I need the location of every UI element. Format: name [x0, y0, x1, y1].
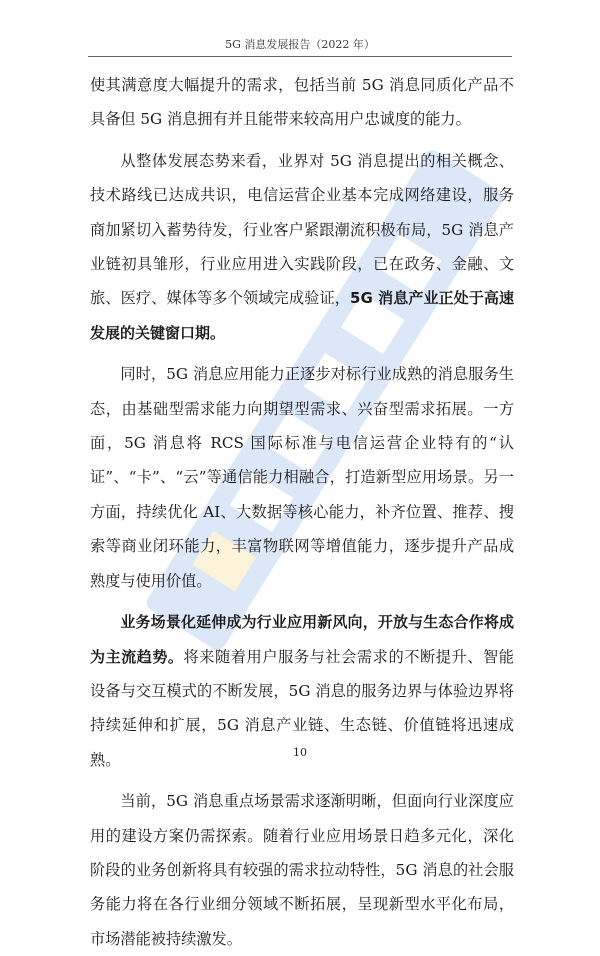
paragraph-text: 从整体发展态势来看，业界对 5G 消息提出的相关概念、技术路线已达成共识，电信运营企业基本完成网络建设，服务商加紧切入蓄势待发，行业客户紧跟潮流积极布局，5G 消息产业链初具雏形，行业应用进入实践阶段，已在政务、金融、文旅、医疗、媒体等多个领域完成验证， — [90, 151, 514, 308]
body-text — [90, 68, 514, 956]
emphasis-text: 业务场景化延伸成为行业应用新风向，开放与生态合作将成为主流趋势。 — [90, 613, 514, 666]
paragraph — [90, 68, 514, 137]
paragraph — [90, 784, 514, 956]
paragraph-text: 同时，5G 消息应用能力正逐步对标行业成熟的消息服务生态，由基础型需求能力向期望型需求、兴奋型需求拓展。一方面，5G 消息将 RCS 国际标准与电信运营企业特有的“认证”、“卡”、“云”等通信能力相融合，打造新型应用场景。另一方面，持续优化 AI、大数据等核心能力，补齐位置、推荐、搜索等商业闭环能力，丰富物联网等增值能力，逐步提升产品成熟度与使用价值。 — [90, 365, 514, 590]
paragraph-text: 当前，5G 消息重点场景需求逐渐明晰，但面向行业深度应用的建设方案仍需探索。随着行业应用场景日趋多元化，深化阶段的业务创新将具有较强的需求拉动特性，5G 消息的社会服务能力将在各行业细分领域不断拓展，呈现新型水平化布局，市场潜能被持续激发。 — [90, 792, 514, 948]
emphasis-text: 5G 消息产业正处于高速发展的关键窗口期。 — [90, 289, 514, 342]
running-header: 5G 消息发展报告（2022 年） — [225, 38, 375, 51]
paragraph — [90, 357, 514, 598]
paragraph-text: 将来随着用户服务与社会需求的不断提升、智能设备与交互模式的不断发展，5G 消息的服务边界与体验边界将持续延伸和扩展，5G 消息产业链、生态链、价值链将迅速成熟。 — [90, 647, 514, 769]
header-rule — [88, 56, 512, 57]
paragraph — [90, 144, 514, 350]
paragraph-text: 使其满意度大幅提升的需求，包括当前 5G 消息同质化产品不具备但 5G 消息拥有并且能带来较高用户忠诚度的能力。 — [90, 76, 514, 129]
page-number: 10 — [293, 746, 307, 759]
